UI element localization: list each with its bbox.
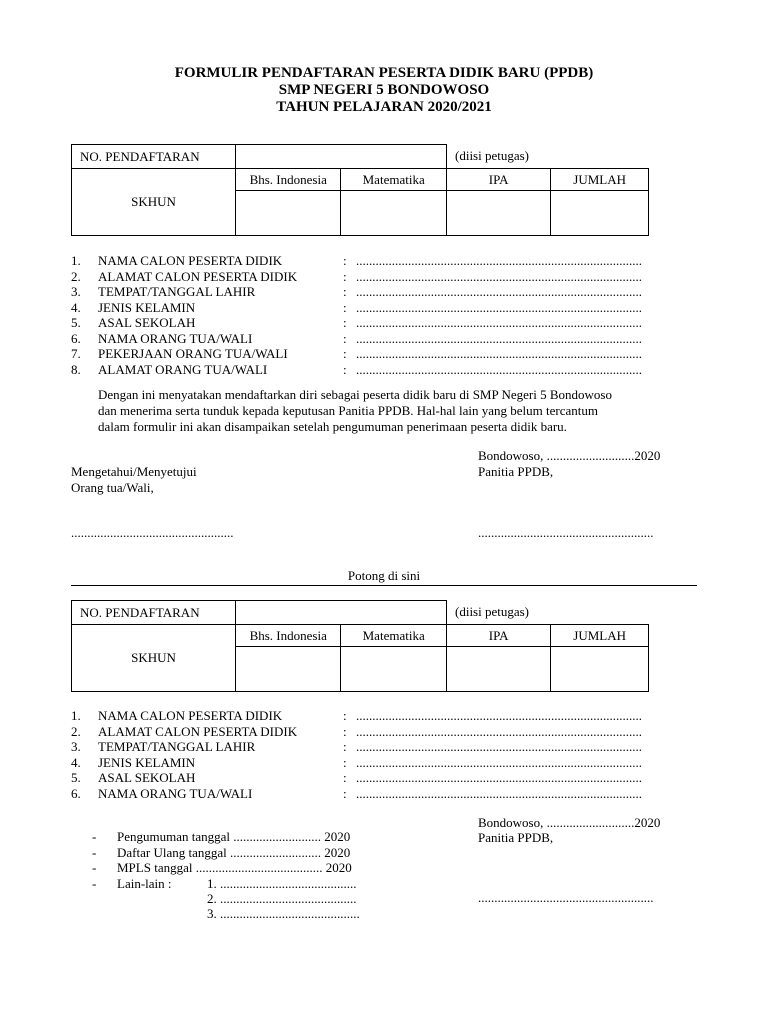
score-cell[interactable]	[236, 647, 341, 692]
fill-line[interactable]: ........................................................................................	[356, 253, 642, 268]
registration-number-label: NO. PENDAFTARAN	[72, 601, 236, 625]
date-line[interactable]: Bondowoso, ...........................2020	[478, 448, 661, 463]
subject-header: IPA	[447, 169, 551, 191]
committee-signature-line[interactable]: ......................................................	[478, 890, 654, 905]
fill-line[interactable]: ........................................................................................	[356, 723, 642, 739]
schedule-dash: -	[92, 829, 97, 844]
approval-label: Mengetahui/Menyetujui	[71, 464, 197, 479]
subject-header: JUMLAH	[551, 169, 649, 191]
mpls-date[interactable]: MPLS tanggal ....................................... 2020	[117, 860, 352, 875]
fill-line[interactable]: ........................................................................................	[356, 361, 642, 377]
score-cell[interactable]	[551, 647, 649, 692]
fill-line[interactable]: ........................................................................................	[356, 754, 642, 770]
skhun-label: SKHUN	[72, 169, 236, 236]
guardian-signature-line[interactable]: ..................................................	[71, 525, 234, 540]
schedule-dash: -	[92, 845, 97, 860]
score-cell[interactable]	[447, 647, 551, 692]
score-cell[interactable]	[341, 647, 447, 692]
cut-label: Potong di sini	[347, 568, 421, 583]
statement-line: Dengan ini menyatakan mendaftarkan diri sebagai peserta didik baru di SMP Negeri 5 Bondowoso	[98, 387, 612, 402]
statement-line: dalam formulir ini akan disampaikan setelah pengumuman penerimaan peserta didik baru.	[98, 419, 567, 434]
officer-note: (diisi petugas)	[455, 604, 530, 620]
date-line[interactable]: Bondowoso, ...........................2020	[478, 815, 661, 830]
subject-header: JUMLAH	[551, 625, 649, 647]
score-cell[interactable]	[236, 191, 341, 236]
registration-number-label: NO. PENDAFTARAN	[72, 145, 236, 169]
committee-signature-line[interactable]: ......................................................	[478, 525, 654, 540]
subject-header: Matematika	[341, 169, 447, 191]
committee-label: Panitia PPDB,	[478, 830, 554, 845]
registration-table-bottom	[71, 600, 649, 692]
fill-line[interactable]: ........................................................................................	[356, 268, 642, 284]
fill-line[interactable]: ........................................................................................	[356, 708, 642, 723]
score-cell[interactable]	[551, 191, 649, 236]
cut-line	[71, 585, 697, 586]
subject-header: IPA	[447, 625, 551, 647]
form-title: FORMULIR PENDAFTARAN PESERTA DIDIK BARU (PPDB)	[174, 65, 594, 81]
others-label: Lain-lain :	[117, 876, 172, 891]
score-cell[interactable]	[447, 191, 551, 236]
subject-header: Bhs. Indonesia	[236, 169, 341, 191]
others-line[interactable]: 2. ..........................................	[207, 891, 357, 906]
registration-number-field[interactable]	[236, 145, 447, 169]
subject-header: Matematika	[341, 625, 447, 647]
registration-number-field[interactable]	[236, 601, 447, 625]
statement-line: dan menerima serta tunduk kepada keputusan Panitia PPDB. Hal-hal lain yang belum tercantum	[98, 403, 599, 418]
score-cell[interactable]	[341, 191, 447, 236]
fill-line[interactable]: ........................................................................................	[356, 785, 642, 801]
schedule-dash: -	[92, 876, 97, 891]
fill-line[interactable]: ........................................................................................	[356, 299, 642, 315]
fill-line[interactable]: ........................................................................................	[356, 330, 642, 346]
academic-year: TAHUN PELAJARAN 2020/2021	[276, 99, 492, 115]
subject-header: Bhs. Indonesia	[236, 625, 341, 647]
school-name: SMP NEGERI 5 BONDOWOSO	[278, 82, 490, 98]
guardian-label: Orang tua/Wali,	[71, 480, 154, 495]
announcement-date[interactable]: Pengumuman tanggal ........................... 2020	[117, 829, 351, 844]
fill-line[interactable]: ........................................................................................	[356, 284, 642, 299]
fill-line[interactable]: ........................................................................................	[356, 315, 642, 330]
skhun-label: SKHUN	[72, 625, 236, 692]
others-line[interactable]: 3. ...........................................	[207, 906, 360, 921]
fill-line[interactable]: ........................................................................................	[356, 739, 642, 754]
others-line[interactable]: 1. ..........................................	[207, 876, 357, 891]
schedule-dash: -	[92, 860, 97, 875]
fill-line[interactable]: ........................................................................................	[356, 770, 642, 785]
committee-label: Panitia PPDB,	[478, 464, 554, 479]
fill-line[interactable]: ........................................................................................	[356, 346, 642, 361]
registration-table-top	[71, 144, 649, 236]
officer-note: (diisi petugas)	[455, 148, 530, 164]
re-registration-date[interactable]: Daftar Ulang tanggal ............................ 2020	[117, 845, 351, 860]
